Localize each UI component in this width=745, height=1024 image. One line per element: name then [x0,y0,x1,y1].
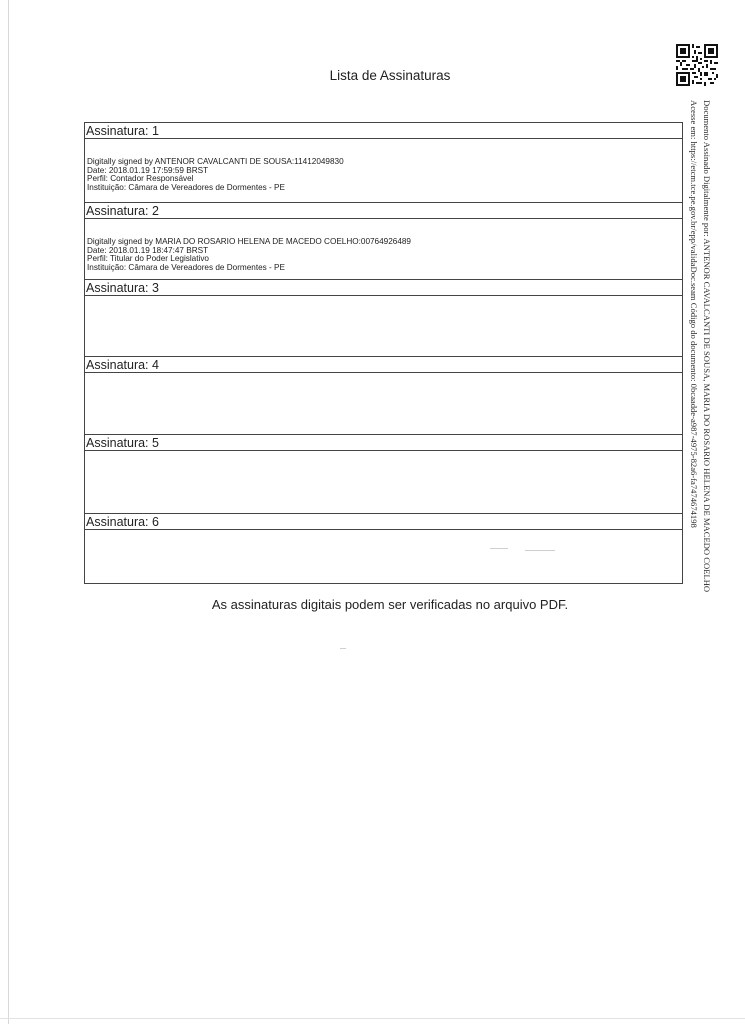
side-stamp-line-2: Acesse em: https://etcm.tce.pe.gov.br/epp/validaDoc.seam Código do documento: 0bcaadde-a987-4975-82a6-fa7474674198 [689,100,699,528]
page-title: Lista de Assinaturas [329,68,451,83]
scan-speck [490,548,508,549]
side-verification-stamp [683,100,713,645]
signature-institution: Instituição: Câmara de Vereadores de Dormentes - PE [87,262,285,272]
qr-code-icon [676,44,718,86]
signature-header: Assinatura: 4 [85,356,682,373]
signature-block-2 [85,202,682,281]
signature-date: Date: 2018.01.19 17:59:59 BRST [87,165,209,175]
signature-block-5 [85,434,682,512]
page-edge-bottom [0,1018,745,1019]
signature-block-1 [85,122,682,202]
signature-details [87,238,411,272]
signature-table [84,122,683,584]
signature-header: Assinatura: 3 [85,279,682,296]
footer-note: As assinaturas digitais podem ser verificadas no arquivo PDF. [211,597,569,612]
signature-header: Assinatura: 5 [85,434,682,451]
page-edge-left [8,0,9,1024]
signed-by-text: Digitally signed by MARIA DO ROSARIO HELENA DE MACEDO COELHO:00764926489 [87,237,411,246]
signature-block-6 [85,513,682,583]
scan-speck [525,550,555,551]
signature-header: Assinatura: 1 [85,122,682,139]
signature-institution: Instituição: Câmara de Vereadores de Dormentes - PE [87,182,285,192]
signature-profile: Perfil: Titular do Poder Legislativo [87,254,209,264]
signature-header: Assinatura: 6 [85,513,682,530]
signature-date: Date: 2018.01.19 18:47:47 BRST [87,245,209,255]
signature-profile: Perfil: Contador Responsável [87,174,194,184]
signature-block-4 [85,356,682,434]
signature-details [87,158,344,192]
scan-speck [340,648,346,649]
signature-header: Assinatura: 2 [85,202,682,219]
side-stamp-line-1: Documento Assinado Digitalmente por: ANTENOR CAVALCANTI DE SOUSA, MARIA DO ROSARIO HELENA DE MACEDO COELHO [702,100,712,593]
signature-block-3 [85,279,682,357]
signed-by-text: Digitally signed by ANTENOR CAVALCANTI DE SOUSA:11412049830 [87,157,344,166]
